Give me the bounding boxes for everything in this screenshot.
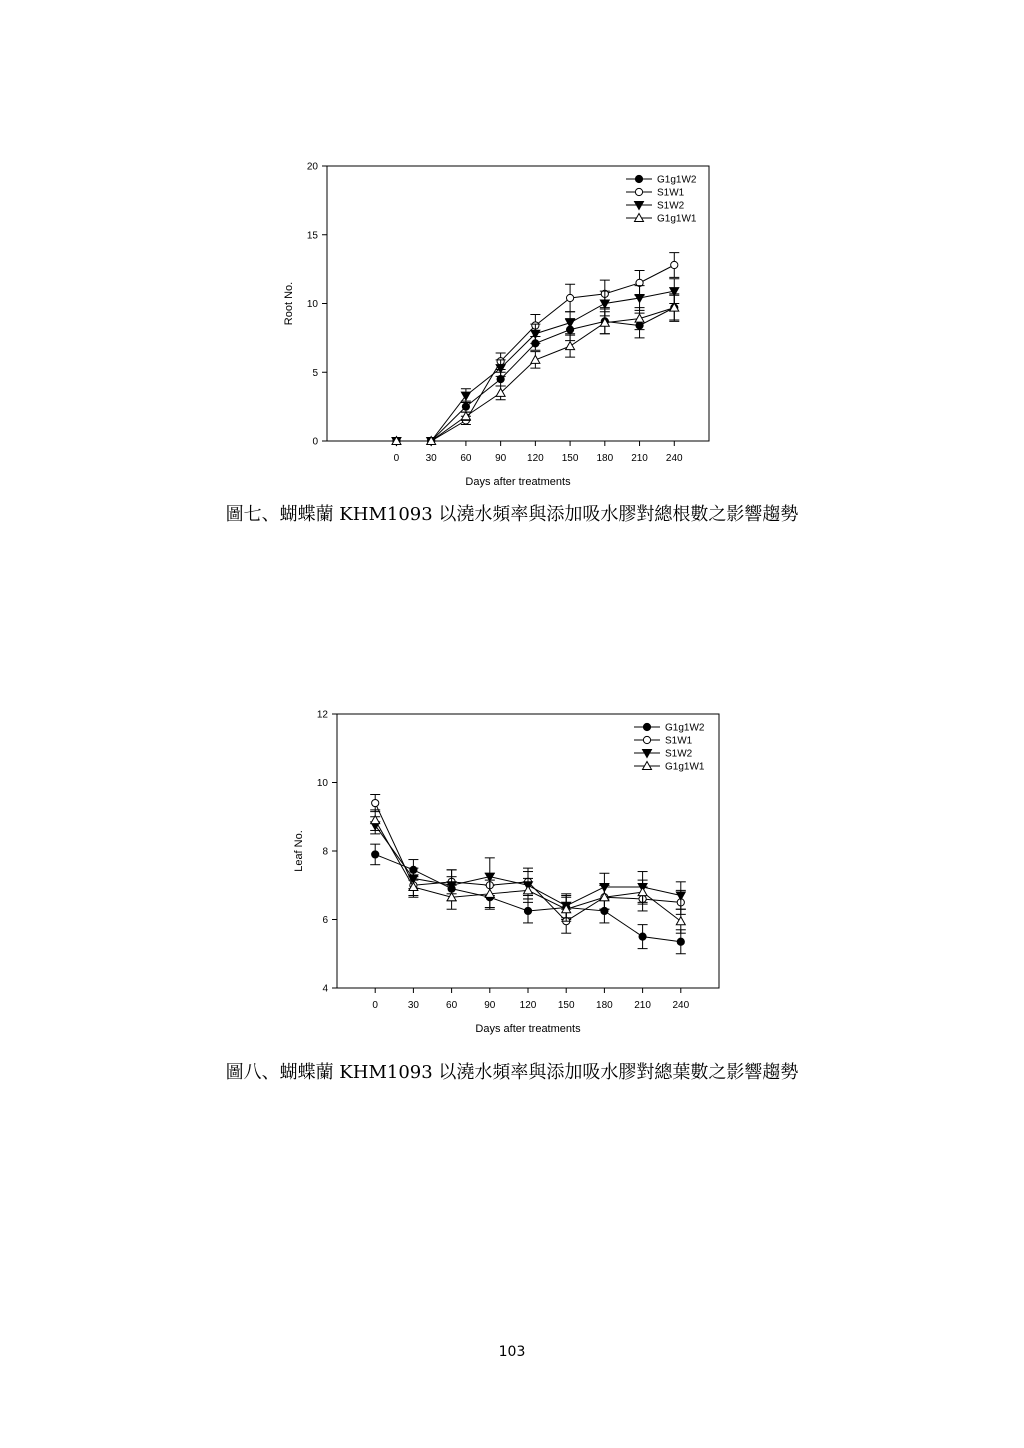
data-point-S1W2 — [600, 300, 609, 308]
legend-label: S1W2 — [657, 200, 685, 212]
legend-label: G1g1W2 — [665, 722, 705, 734]
data-point-G1g1W2 — [524, 907, 531, 914]
x-axis-title: Days after treatments — [465, 476, 571, 488]
x-tick-label: 180 — [596, 453, 614, 464]
data-point-S1W1 — [671, 261, 678, 268]
x-tick-label: 210 — [631, 453, 648, 464]
x-tick-label: 0 — [393, 453, 400, 464]
x-tick-label: 210 — [634, 1000, 651, 1011]
legend-marker-S1W1 — [643, 736, 650, 743]
x-tick-label: 30 — [407, 1000, 419, 1011]
x-tick-label: 180 — [596, 1000, 613, 1011]
data-point-G1g1W2 — [639, 933, 646, 940]
data-point-G1g1W2 — [372, 851, 379, 858]
y-tick-label: 12 — [316, 709, 328, 721]
y-axis-title: Root No. — [283, 281, 295, 326]
x-tick-label: 120 — [527, 453, 544, 464]
legend-label: G1g1W2 — [657, 174, 697, 186]
y-tick-label: 8 — [322, 846, 328, 858]
data-point-G1g1W1 — [566, 342, 575, 350]
root-number-chart — [0, 150, 1024, 530]
x-tick-label: 120 — [519, 1000, 537, 1011]
data-point-G1g1W1 — [638, 888, 647, 896]
x-tick-label: 0 — [372, 1000, 378, 1011]
y-tick-label: 20 — [306, 161, 318, 173]
y-tick-label: 5 — [312, 367, 318, 379]
legend-marker-S1W1 — [635, 188, 642, 195]
legend-label: S1W1 — [665, 735, 693, 747]
x-axis-title: Days after treatments — [475, 1023, 581, 1035]
legend-marker-G1g1W2 — [635, 175, 642, 182]
x-tick-label: 240 — [665, 453, 683, 464]
y-tick-label: 6 — [322, 915, 328, 926]
x-tick-label: 150 — [561, 453, 579, 464]
y-tick-label: 15 — [306, 230, 318, 242]
x-tick-label: 90 — [484, 1000, 496, 1011]
legend-label: G1g1W1 — [665, 761, 705, 773]
legend-marker-G1g1W2 — [643, 723, 650, 730]
y-tick-label: 10 — [306, 299, 318, 310]
legend-label: G1g1W1 — [657, 213, 697, 225]
y-tick-label: 10 — [316, 778, 328, 789]
y-tick-label: 0 — [312, 436, 318, 448]
figure-8-caption: 圖八、蝴蝶蘭 KHM1093 以澆水頻率與添加吸水膠對總葉數之影響趨勢 — [225, 1062, 799, 1083]
legend-label: S1W1 — [657, 187, 685, 199]
legend-label: S1W2 — [665, 748, 693, 760]
data-point-G1g1W1 — [531, 355, 540, 363]
x-tick-label: 60 — [460, 453, 472, 464]
data-point-S1W1 — [372, 799, 379, 806]
page-number: 103 — [498, 1344, 526, 1360]
y-tick-label: 4 — [322, 983, 328, 995]
leaf-number-chart — [0, 698, 1024, 1078]
data-point-G1g1W2 — [462, 403, 469, 410]
plot-frame — [327, 166, 709, 441]
plot-frame — [337, 714, 719, 988]
x-tick-label: 30 — [425, 453, 437, 464]
data-point-S1W1 — [566, 294, 573, 301]
x-tick-label: 90 — [495, 453, 507, 464]
data-point-G1g1W2 — [677, 938, 684, 945]
data-point-S1W2 — [496, 365, 505, 373]
figure-7-caption: 圖七、蝴蝶蘭 KHM1093 以澆水頻率與添加吸水膠對總根數之影響趨勢 — [225, 504, 799, 525]
y-axis-title: Leaf No. — [293, 830, 305, 872]
x-tick-label: 60 — [446, 1000, 458, 1011]
data-point-G1g1W1 — [676, 917, 685, 925]
x-tick-label: 240 — [672, 1000, 690, 1011]
x-tick-label: 150 — [557, 1000, 575, 1011]
data-point-S1W2 — [676, 892, 685, 900]
